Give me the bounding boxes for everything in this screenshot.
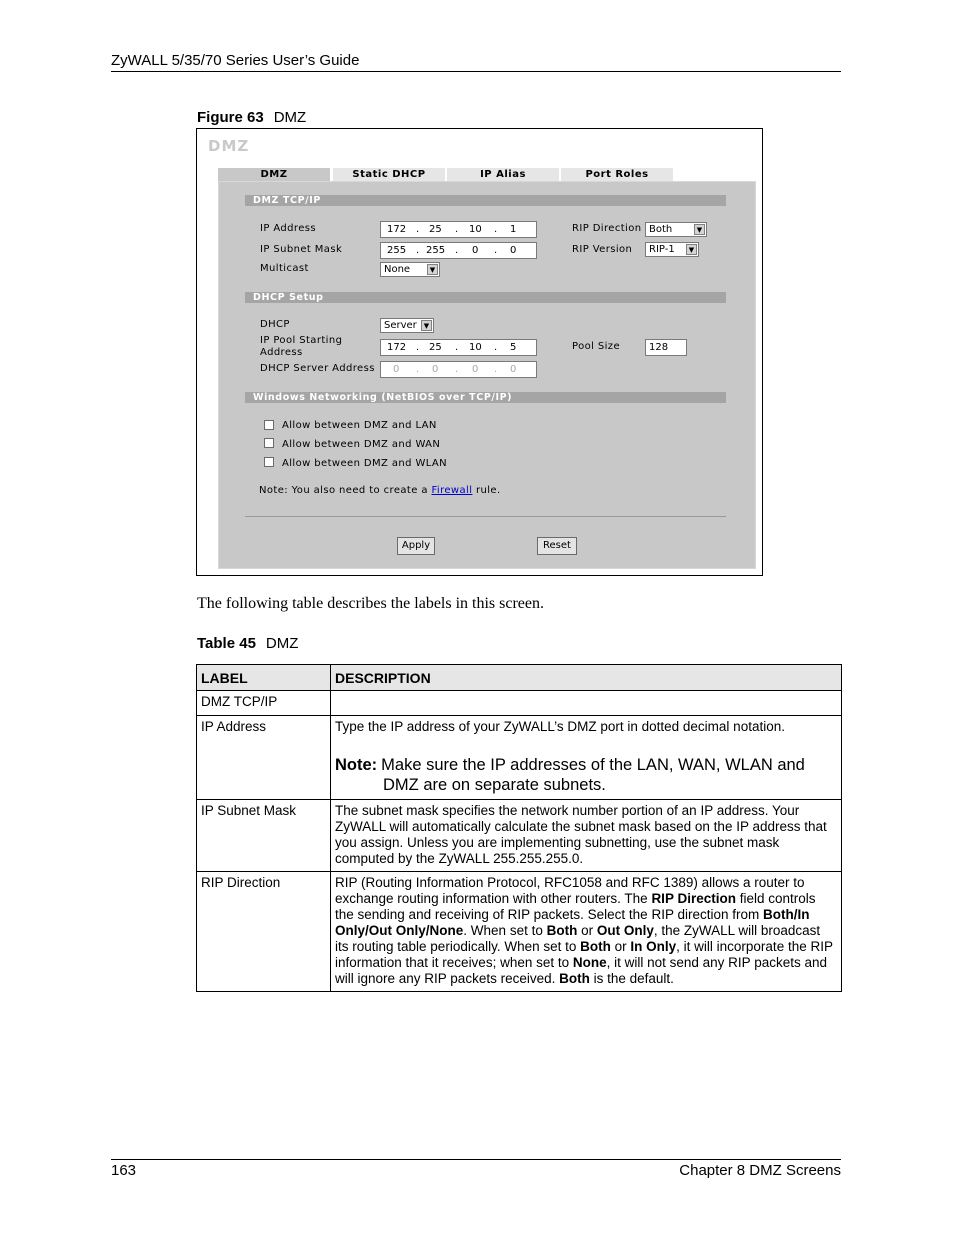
dhcp-select[interactable]: [380, 318, 434, 333]
text-run: RIP (Routing Information Protocol, RFC1058 and RFC 1389) allows a router to exchange routing information with other routers. The: [335, 875, 805, 906]
dot: .: [455, 364, 459, 375]
dot: .: [416, 364, 420, 375]
table-header-row: [197, 665, 842, 691]
text-run: or: [610, 939, 631, 954]
dot: .: [494, 245, 498, 256]
pool-start-label-2: Address: [260, 347, 303, 358]
bold-run: Out Only: [368, 923, 426, 938]
text-run: is the default.: [589, 971, 674, 986]
tab-port-roles[interactable]: Port Roles: [561, 168, 673, 181]
page-number: 163: [111, 1162, 137, 1179]
dmz-panel: [218, 181, 756, 569]
octet: 10: [469, 224, 482, 235]
octet: 25: [429, 342, 442, 353]
firewall-note: [259, 485, 501, 496]
octet: 0: [432, 364, 439, 375]
select-value: RIP-1: [649, 244, 675, 255]
note: [335, 755, 837, 795]
chapter-title: Chapter 8 DMZ Screens: [679, 1162, 841, 1179]
figure-caption: [197, 109, 306, 126]
octet: 1: [510, 224, 517, 235]
dot: .: [416, 342, 420, 353]
dot: .: [455, 245, 459, 256]
rip-direction-label: RIP Direction: [572, 223, 642, 234]
label-description-table: [196, 664, 842, 992]
select-value: Both: [649, 224, 673, 235]
subnet-mask-label: IP Subnet Mask: [260, 244, 343, 255]
text-run: , it will not send any RIP packets and will ignore any RIP packets received.: [335, 955, 827, 986]
dot: .: [494, 342, 498, 353]
text-run: , it will incorporate the RIP information that it receives; when set to: [335, 939, 833, 970]
row-label: IP Subnet Mask: [197, 800, 331, 872]
row-description: [331, 691, 842, 716]
footer-rule: [111, 1159, 841, 1160]
octet: 0: [393, 364, 400, 375]
note-prefix: Note: You also need to create a: [259, 485, 428, 496]
allow-dmz-wan-label: Allow between DMZ and WAN: [282, 439, 441, 450]
dot: .: [494, 364, 498, 375]
chevron-down-icon: ▼: [421, 320, 432, 331]
allow-dmz-lan-checkbox[interactable]: [264, 420, 274, 430]
chevron-down-icon: ▼: [427, 264, 438, 275]
section-dhcp-setup: DHCP Setup: [245, 292, 726, 303]
allow-dmz-wlan-label: Allow between DMZ and WLAN: [282, 458, 448, 469]
bold-run: RIP Direction: [651, 891, 736, 906]
section-dmz-tcpip: DMZ TCP/IP: [245, 195, 726, 206]
figure-title: DMZ: [273, 109, 307, 126]
tab-ip-alias[interactable]: IP Alias: [447, 168, 559, 181]
rip-version-select[interactable]: [645, 242, 699, 257]
multicast-label: Multicast: [260, 263, 309, 274]
row-description: [331, 872, 842, 992]
dot: .: [416, 245, 420, 256]
table-row: [197, 872, 842, 992]
running-head: ZyWALL 5/35/70 Series User’s Guide: [111, 52, 360, 69]
screen-title: DMZ: [208, 137, 250, 155]
note-text: Make sure the IP addresses of the LAN, WAN, WLAN and DMZ are on separate subnets.: [381, 756, 805, 794]
bold-run: Both: [763, 907, 794, 922]
select-value: Server: [384, 320, 417, 331]
octet: 10: [469, 342, 482, 353]
row-label: RIP Direction: [197, 872, 331, 992]
header-rule: [111, 71, 841, 72]
column-header-description: DESCRIPTION: [331, 665, 842, 691]
pool-start-label: IP Pool Starting: [260, 335, 343, 346]
octet: 25: [429, 224, 442, 235]
ip-address-field[interactable]: [380, 221, 537, 238]
dmz-screenshot: [196, 128, 763, 576]
bold-run: Both: [559, 971, 590, 986]
octet: 0: [472, 245, 479, 256]
text-run: . When set to: [463, 923, 547, 938]
bold-run: Both: [580, 939, 611, 954]
bold-run: /: [365, 923, 369, 938]
bold-run: Both: [546, 923, 578, 938]
allow-dmz-wan-checkbox[interactable]: [264, 438, 274, 448]
column-header-label: LABEL: [197, 665, 331, 691]
chevron-down-icon: ▼: [686, 244, 697, 255]
row-description: The subnet mask specifies the network number portion of an IP address. Your ZyWALL will automatically calculate the subnet mask based on the IP address that you assign. Unless you are implementing subnetting, use the subnet mask computed by the ZyWALL 255.255.255.0.: [331, 800, 842, 872]
table-row: [197, 716, 842, 800]
firewall-link[interactable]: Firewall: [431, 485, 473, 496]
table-title: DMZ: [265, 635, 299, 652]
reset-button[interactable]: Reset: [537, 537, 577, 555]
dot: .: [494, 224, 498, 235]
bold-run: None: [572, 955, 607, 970]
octet: 0: [472, 364, 479, 375]
bold-run: /: [793, 907, 798, 922]
ip-address-label: IP Address: [260, 223, 316, 234]
text-run: field controls the sending and receiving of RIP packets. Select the RIP direction from: [335, 891, 816, 922]
dot: .: [455, 342, 459, 353]
row-description: [331, 716, 842, 800]
rip-version-label: RIP Version: [572, 244, 633, 255]
intro-text: The following table describes the labels in this screen.: [197, 595, 545, 612]
table-row: [197, 691, 842, 716]
dhcp-label: DHCP: [260, 319, 290, 330]
subnet-mask-field[interactable]: [380, 242, 537, 259]
pool-start-field[interactable]: [380, 339, 537, 356]
row-label: IP Address: [197, 716, 331, 800]
dhcp-server-field[interactable]: [380, 361, 537, 378]
rip-direction-select[interactable]: [645, 222, 707, 237]
allow-dmz-wlan-checkbox[interactable]: [264, 457, 274, 467]
note-label: Note:: [335, 756, 378, 774]
text-run: or: [577, 923, 597, 938]
table-caption: [197, 635, 298, 652]
octet: 5: [510, 342, 517, 353]
pool-size-input[interactable]: 128: [645, 339, 687, 356]
bold-run: /: [425, 923, 430, 938]
bold-run: In Only: [630, 939, 677, 954]
bold-run: None: [429, 923, 464, 938]
tab-static-dhcp[interactable]: Static DHCP: [333, 168, 445, 181]
chevron-down-icon: ▼: [694, 224, 705, 235]
row-label: DMZ TCP/IP: [197, 691, 331, 716]
octet: 0: [510, 364, 517, 375]
tab-dmz[interactable]: DMZ: [218, 168, 330, 181]
pool-size-label: Pool Size: [572, 341, 620, 352]
table-label: Table 45: [197, 635, 256, 652]
octet: 172: [387, 342, 407, 353]
divider: [245, 516, 726, 517]
dhcp-server-label: DHCP Server Address: [260, 363, 375, 374]
allow-dmz-lan-label: Allow between DMZ and LAN: [282, 420, 437, 431]
note-suffix: rule.: [476, 485, 501, 496]
octet: 172: [387, 224, 407, 235]
bold-run: In Only: [335, 907, 810, 938]
section-windows-networking: Windows Networking (NetBIOS over TCP/IP): [245, 392, 726, 403]
octet: 255: [387, 245, 407, 256]
dot: .: [455, 224, 459, 235]
description-text: Type the IP address of your ZyWALL’s DMZ port in dotted decimal notation.: [335, 719, 785, 734]
table-row: [197, 800, 842, 872]
text-run: , the ZyWALL will broadcast its routing table periodically. When set to: [335, 923, 821, 954]
apply-button[interactable]: Apply: [397, 537, 435, 555]
octet: 0: [510, 245, 517, 256]
octet: 255: [426, 245, 446, 256]
select-value: None: [384, 264, 411, 275]
figure-label: Figure 63: [197, 109, 264, 126]
bold-run: Out Only: [596, 923, 654, 938]
dot: .: [416, 224, 420, 235]
multicast-select[interactable]: [380, 262, 440, 277]
